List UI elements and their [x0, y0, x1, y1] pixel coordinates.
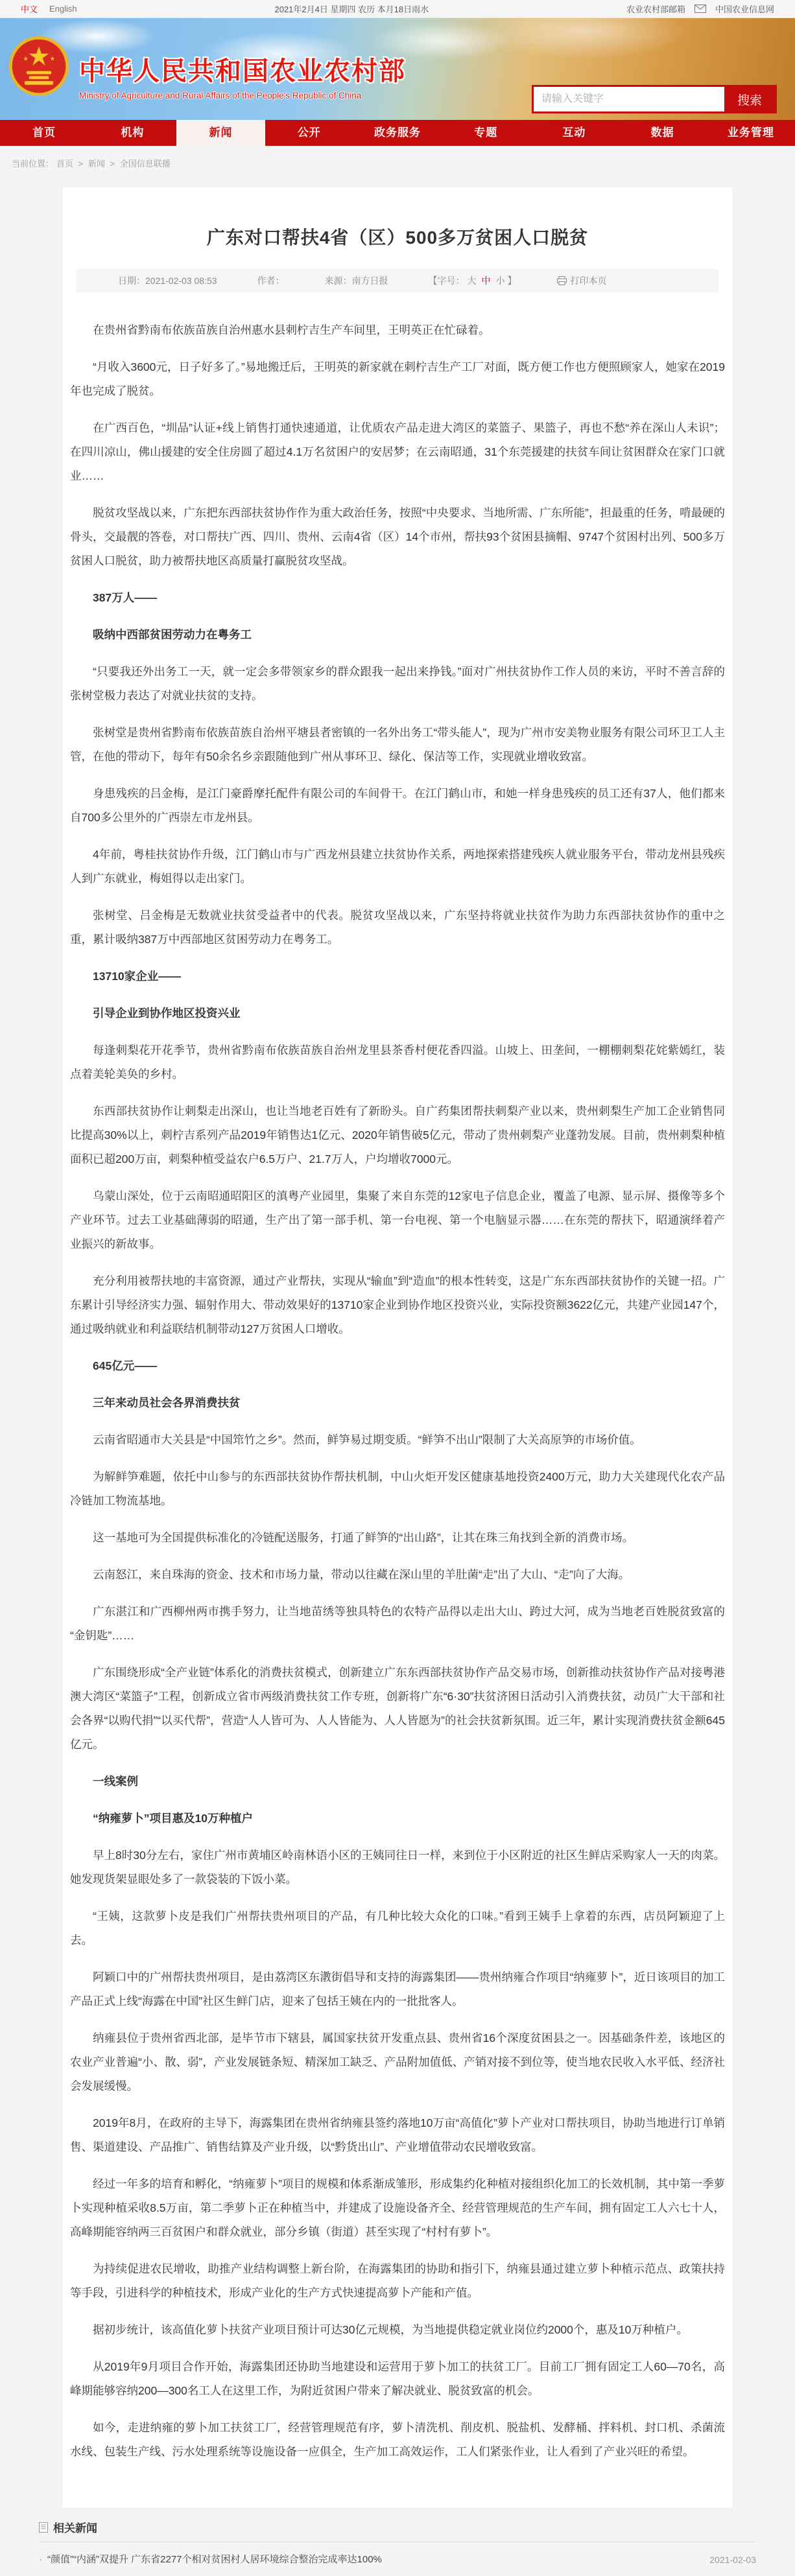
related-news-item: [39, 2550, 756, 2570]
article-paragraph: 充分利用被帮扶地的丰富资源，通过产业帮扶，实现从“输血”到“造血”的根本性转变，这是广东东西部扶贫协作的关键一招。广东累计引导经济实力强、辐射作用大、带动效果好的13710家企业到协作地区投资兴业，实际投资额3622亿元，共建产业园147个，通过吸纳就业和利益联结机制带动127万贫困人口增收。: [70, 1274, 725, 1335]
breadcrumb: [0, 146, 795, 178]
article-paragraph: 这一基地可为全国提供标准化的冷链配送服务，打通了鲜笋的“出山路”，让其在珠三角找到全新的消费市场。: [93, 1531, 634, 1544]
nav-item-5[interactable]: 专题: [474, 126, 498, 139]
section-heading: 三年来动员社会各界消费扶贫: [93, 1396, 241, 1409]
search-input[interactable]: [534, 87, 724, 111]
article-paragraph: 为持续促进农民增收，助推产业结构调整上新台阶，在海露集团的协助和指引下，纳雍县通过建立萝卜种植示范点、政策扶持等手段，引进科学的种植技术，形成产业化的生产方式快速提高萝卜产能和产值。: [70, 2262, 725, 2299]
nav-item-3[interactable]: 公开: [297, 126, 321, 139]
section-heading: 一线案例: [93, 1775, 138, 1788]
breadcrumb-national-info[interactable]: 全国信息联播: [119, 159, 171, 169]
site-brand[interactable]: [8, 35, 406, 100]
section-heading: 645亿元——: [93, 1359, 158, 1372]
ministry-name-english: Ministry of Agriculture and Rural Affairs of the People's Republic of China: [79, 91, 362, 100]
article-paragraph: “王姨，这款萝卜皮是我们广州帮扶贵州项目的产品，有几种比较大众化的口味。”看到王姨手上拿着的东西，店员阿颖迎了上去。: [70, 1910, 725, 1947]
article-paragraph: 东西部扶贫协作让刺梨走出深山，也让当地老百姓有了新盼头。自广药集团帮扶刺梨产业以来，贵州刺梨生产加工企业销售同比提高30%以上，刺柠吉系列产品2019年销售达1亿元、2020年销售破5亿元，带动了贵州刺梨产业蓬勃发展。目前，贵州刺梨种植面积已超200万亩，刺梨种植受益农户6.5万户、21.7万人，户均增收7000元。: [70, 1105, 725, 1165]
article-source: 来源：南方日报: [324, 275, 388, 286]
font-size-control: [429, 274, 517, 287]
related-news-section: [0, 2509, 795, 2576]
national-emblem-logo: [8, 35, 70, 97]
ministry-name: 中华人民共和国农业农村部: [79, 57, 406, 86]
date-lunar-info: 2021年2月4日 星期四 农历 本月18日雨水: [274, 5, 429, 14]
font-size-label-end: 】: [507, 275, 517, 286]
breadcrumb-prefix: 当前位置：: [12, 159, 54, 169]
article-paragraph: 每逢刺梨花开花季节，贵州省黔南布依族苗族自治州龙里县茶香村便花香四溢。山坡上、田垄间，一棚棚刺梨花姹紫嫣红，装点着美轮美奂的乡村。: [70, 1044, 725, 1081]
article-paragraph: 广东湛江和广西柳州两市携手努力，让当地苗绣等独具特色的农特产品得以走出大山、跨过大河，成为当地老百姓脱贫致富的“金钥匙”……: [70, 1605, 725, 1642]
article-paragraph: 据初步统计，该高值化萝卜扶贫产业项目预计可达30亿元规模，为当地提供稳定就业岗位约2000个，惠及10万种植户。: [93, 2323, 688, 2336]
breadcrumb-news[interactable]: 新闻: [88, 159, 105, 169]
main-nav: [0, 120, 795, 146]
article-paragraph: 在广西百色，“圳品”认证+线上销售打通快速通道，让优质农产品走进大湾区的菜篮子、果篮子，再也不愁“养在深山人未识”；在四川凉山，佛山援建的安全住房圆了超过4.1万名贫困户的安居梦；在云南昭通，31个东莞援建的扶贫车间让贫困群众在家门口就业……: [70, 421, 725, 482]
article-paragraph: 张树堂、吕金梅是无数就业扶贫受益者中的代表。脱贫攻坚战以来，广东坚持将就业扶贫作为助力东西部扶贫协作的重中之重，累计吸纳387万中西部地区贫困劳动力在粤务工。: [70, 909, 725, 946]
nav-item-6[interactable]: 互动: [562, 126, 586, 139]
article-author: 作者：: [257, 275, 285, 286]
search-button[interactable]: 搜索: [724, 87, 775, 111]
article-paragraph: 乌蒙山深处，位于云南昭通昭阳区的滇粤产业园里，集聚了来自东莞的12家电子信息企业，覆盖了电源、显示屏、摄像等多个产业环节。过去工业基础薄弱的昭通，生产出了第一部手机、第一台电视、第一个电脑显示器……在东莞的帮扶下，昭通演绎着产业振兴的新故事。: [70, 1189, 725, 1250]
lang-switch-chinese[interactable]: 中文: [21, 5, 38, 14]
nav-item-7[interactable]: 数据: [650, 126, 674, 139]
site-search: [532, 85, 777, 113]
nav-item-8[interactable]: 业务管理: [727, 126, 774, 139]
font-size-medium-button[interactable]: 中: [481, 275, 491, 286]
article-paragraph: 在贵州省黔南布依族苗族自治州惠水县刺柠吉生产车间里，王明英正在忙碌着。: [93, 323, 490, 336]
article-paragraph: 经过一年多的培育和孵化，“纳雍萝卜”项目的规模和体系渐成雏形，形成集约化种植对接组织化加工的长效机制，其中第一季萝卜实现种植采收8.5万亩，第二季萝卜正在种植当中，并建成了设施设备齐全、经营管理规范的生产车间，拥有固定工人六七十人，高峰期能容纳两三百贫困户和群众就业，部分乡镇（街道）甚至实现了“村村有萝卜”。: [70, 2177, 725, 2238]
lang-switch-english[interactable]: English: [49, 4, 77, 14]
article-paragraph: 云南怒江，来自珠海的资金、技术和市场力量，带动以往藏在深山里的羊肚菌“走”出了大山、“走”向了大海。: [93, 1568, 630, 1581]
related-news-date: 2021-02-03: [709, 2555, 756, 2565]
print-page-label: 打印本页: [570, 275, 607, 286]
article-paragraph: 广东围绕形成“全产业链”体系化的消费扶贫模式，创新建立广东东西部扶贫协作产品交易市场，创新推动扶贫协作产品对接粤港澳大湾区“菜篮子”工程，创新成立省市两级消费扶贫工作专班，创新将广东“6·30”扶贫济困日活动引入消费扶贫，动员广大干部和社会各界“以购代捐”“以买代帮”，营造“人人皆可为、人人皆能为、人人皆愿为”的社会扶贫新氛围。近三年，累计实现消费扶贫金额645亿元。: [70, 1666, 725, 1751]
article-paragraph: 早上8时30分左右，家住广州市黄埔区岭南林语小区的王姨同往日一样，来到位于小区附近的社区生鲜店采购家人一天的肉菜。她发现货架显眼处多了一款袋装的下饭小菜。: [70, 1849, 725, 1886]
nav-item-4[interactable]: 政务服务: [374, 126, 421, 139]
article-paragraph: 云南省昭通市大关县是“中国筇竹之乡”。然而，鲜笋易过期变质。“鲜笋不出山”限制了大关高原笋的市场价值。: [93, 1433, 641, 1446]
printer-icon: [557, 276, 567, 285]
font-size-label: 【字号：: [428, 275, 465, 286]
related-news-list: [39, 2542, 756, 2570]
bullet-icon: ·: [39, 2554, 42, 2565]
article-paragraph: 纳雍县位于贵州省西北部，是毕节市下辖县，属国家扶贫开发重点县、贵州省16个深度贫困县之一。因基础条件差，该地区的农业产业普遍“小、散、弱”，产业发展链条短、精深加工缺乏、产品附加值低、产销对接不到位等，使当地农民收入水平低、经济社会发展缓慢。: [70, 2032, 725, 2092]
font-size-large-button[interactable]: 大: [467, 275, 477, 286]
section-heading: “纳雍萝卜”项目惠及10万种植户: [93, 1812, 253, 1825]
article-paragraph: 4年前，粤桂扶贫协作升级，江门鹤山市与广西龙州县建立扶贫协作关系，两地探索搭建残疾人就业服务平台，带动龙州县残疾人到广东就业，梅姐得以走出家门。: [70, 848, 725, 885]
article-paragraph: 张树堂是贵州省黔南布依族苗族自治州平塘县者密镇的一名外出务工“带头能人”，现为广州市安美物业服务有限公司环卫工人主管，在他的带动下，每年有50余名乡亲跟随他到广州从事环卫、绿化、保洁等工作，实现就业增收致富。: [70, 726, 725, 763]
article-date: 日期：2021-02-03 08:53: [118, 275, 217, 286]
article-paragraph: 从2019年9月项目合作开始，海露集团还协助当地建设和运营用于萝卜加工的扶贫工厂。目前工厂拥有固定工人60—70名，高峰期能够容纳200—300名工人在这里工作，为附近贫困户带来了解决就业、脱贫致富的机会。: [70, 2360, 725, 2397]
article-paragraph: 为解鲜笋难题，依托中山参与的东西部扶贫协作帮扶机制，中山火炬开发区健康基地投资2400万元，助力大关建现代化农产品冷链加工物流基地。: [70, 1470, 725, 1507]
top-utility-bar: [0, 0, 795, 18]
breadcrumb-separator: >: [110, 159, 115, 169]
china-agri-info-link[interactable]: 中国农业信息网: [715, 5, 774, 14]
article-paragraph: 脱贫攻坚战以来，广东把东西部扶贫协作作为重大政治任务，按照“中央要求、当地所需、广东所能”，担最重的任务，啃最硬的骨头，交最靓的答卷，对口帮扶广西、四川、贵州、云南4省（区）14个市州，帮扶93个贫困县摘帽、9747个贫困村出列、500多万贫困人口脱贫，助力被帮扶地区高质量打赢脱贫攻坚战。: [70, 506, 725, 567]
section-heading: 引导企业到协作地区投资兴业: [93, 1007, 241, 1020]
breadcrumb-separator: >: [78, 159, 84, 169]
nav-item-0[interactable]: 首页: [32, 126, 56, 139]
article-paragraph: 如今，走进纳雍的萝卜加工扶贫工厂，经营管理规范有序，萝卜清洗机、削皮机、脱盐机、发酵桶、拌料机、封口机、杀菌流水线、包装生产线、污水处理系统等设施设备一应俱全，生产加工高效运作，工人们紧张作业，让人看到了产业兴旺的希望。: [70, 2421, 725, 2458]
related-news-title: 相关新闻: [53, 2522, 97, 2535]
article-paragraph: 身患残疾的吕金梅，是江门豪爵摩托配件有限公司的车间骨干。在江门鹤山市，和她一样身患残疾的员工还有37人，他们都来自700多公里外的广西崇左市龙州县。: [70, 787, 725, 824]
print-page-button[interactable]: [557, 274, 607, 287]
article-title: 广东对口帮扶4省（区）500多万贫困人口脱贫: [206, 228, 589, 248]
nav-item-1[interactable]: 机构: [121, 126, 145, 139]
ministry-mailbox-link[interactable]: 农业农村部邮箱: [626, 5, 685, 14]
article-meta-bar: [77, 269, 718, 292]
article-paragraph: “只要我还外出务工一天，就一定会多带领家乡的群众跟我一起出来挣钱。”面对广州扶贫协作工作人员的来访，平时不善言辞的张树堂极力表达了对就业扶贫的支持。: [70, 665, 725, 702]
section-heading: 387万人——: [93, 591, 158, 604]
nav-item-2[interactable]: 新闻: [176, 120, 265, 146]
article-paragraph: 2019年8月，在政府的主导下，海露集团在贵州省纳雍县签约落地10万亩“高值化”萝卜产业对口帮扶项目，协助当地进行订单销售、渠道建设、产品推广、销售结算及产业升级，以“黔货出山”、产业增值带动农民增收致富。: [70, 2116, 725, 2153]
font-size-small-button[interactable]: 小: [495, 275, 505, 286]
article-card: [62, 187, 733, 2509]
section-heading: 13710家企业——: [93, 970, 182, 983]
section-heading: 吸纳中西部贫困劳动力在粤务工: [93, 628, 252, 641]
related-news-header: [39, 2519, 756, 2542]
document-icon: [39, 2522, 48, 2533]
site-banner: [0, 18, 795, 120]
article-paragraph: 阿颖口中的广州帮扶贵州项目，是由荔湾区东漖街倡导和支持的海露集团——贵州纳雍合作项目“纳雍萝卜”，近日该项目的加工产品正式上线“海露在中国”社区生鲜门店，迎来了包括王姨在内的一批批客人。: [70, 1971, 725, 2008]
article-paragraph: “月收入3600元，日子好多了。”易地搬迁后，王明英的新家就在刺柠吉生产工厂对面，既方便工作也方便照顾家人，她家在2019年也完成了脱贫。: [70, 360, 725, 397]
breadcrumb-home[interactable]: 首页: [56, 159, 74, 169]
article-body: [69, 292, 726, 2464]
envelope-icon[interactable]: [694, 5, 706, 13]
related-news-link[interactable]: “颜值”“内涵”双提升 广东省2277个相对贫困村人居环境综合整治完成率达100%: [47, 2554, 382, 2565]
